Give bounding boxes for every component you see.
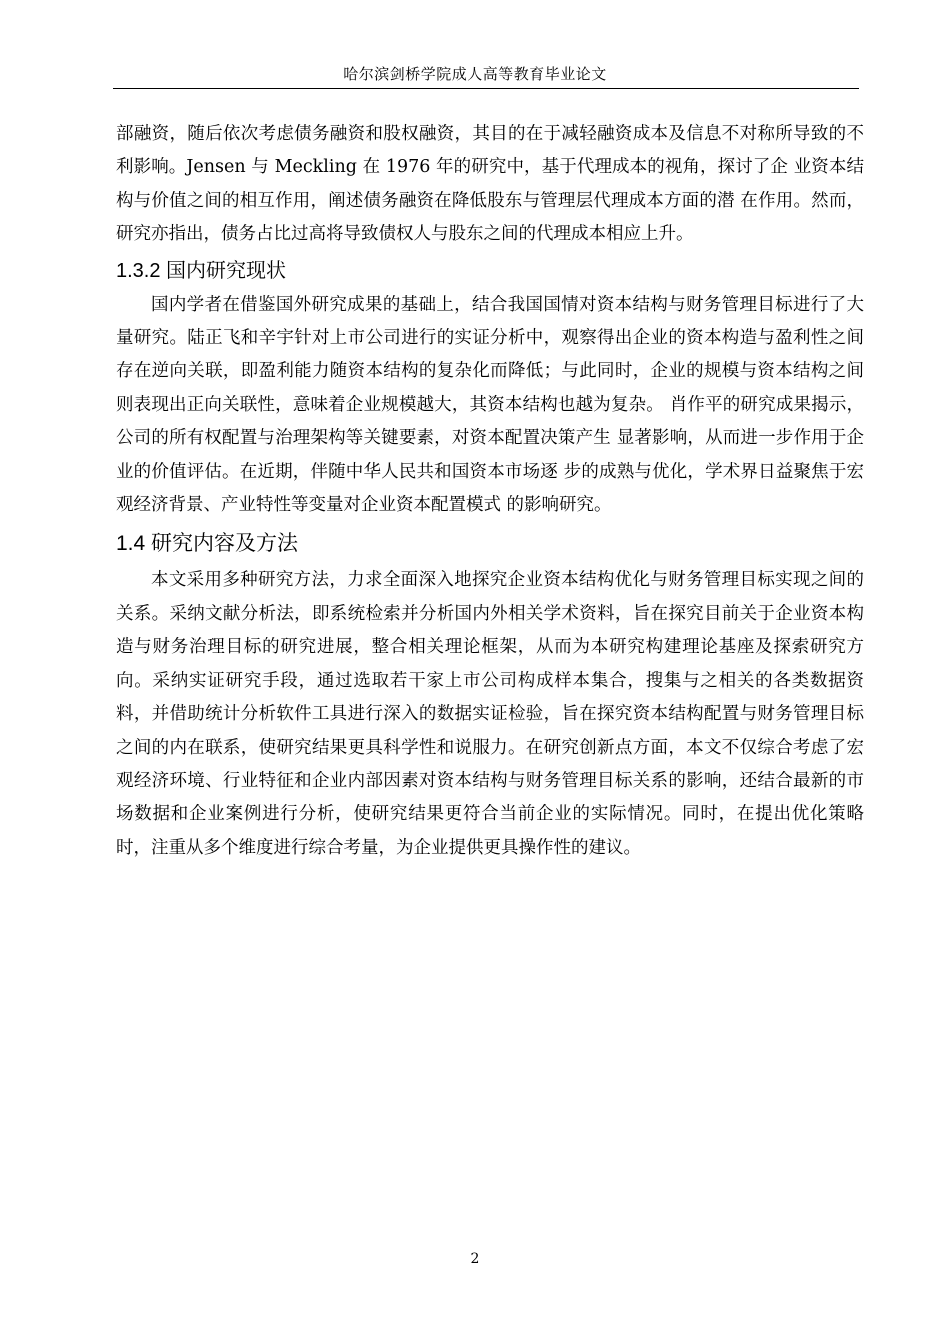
section-1-3-2-paragraph: 国内学者在借鉴国外研究成果的基础上，结合我国国情对资本结构与财务管理目标进行了大量研究。陆正飞和辛宇针对上市公司进行的实证分析中，观察得出企业的资本构造与盈利性之间存在逆向关联，即盈利能力随资本结构的复杂化而降低；与此同时，企业的规模与资本结构之间则表现出正向关联性，意味着企业规模越大，其资本结构也越为复杂。 肖作平的研究成果揭示，公司的所有权配置与治理架构等关键要素，对资本配置决策产生 显著影响，从而进一步作用于企业的价值评估。在近期，伴随中华人民共和国资本市场逐 步的成熟与优化，学术界日益聚焦于宏观经济背景、产业特性等变量对企业资本配置模式 的影响研究。 bbox=[116, 294, 864, 516]
document-body bbox=[116, 118, 864, 865]
section-1-4-paragraph: 本文采用多种研究方法，力求全面深入地探究企业资本结构优化与财务管理目标实现之间的关系。采纳文献分析法，即系统检索并分析国内外相关学术资料，旨在探究目前关于企业资本构造与财务治理目标的研究进展，整合相关理论框架，从而为本研究构建理论基座及探索研究方向。采纳实证研究手段，通过选取若干家上市公司构成样本集合，搜集与之相关的各类数据资料，并借助统计分析软件工具进行深入的数据实证检验，旨在探究资本结构配置与财务管理目标之间的内在联系，使研究结果更具科学性和说服力。在研究创新点方面，本文不仅综合考虑了宏观经济环境、行业特征和企业内部因素对资本结构与财务管理目标关系的影响，还结合最新的市场数据和企业案例进行分析，使研究结果更符合当前企业的实际情况。同时，在提出优化策略时，注重从多个维度进行综合考量，为企业提供更具操作性的建议。 bbox=[116, 570, 864, 858]
section-1-4-heading: 1.4 研究内容及方法 bbox=[116, 532, 299, 556]
page-header-title: 哈尔滨剑桥学院成人高等教育毕业论文 bbox=[343, 65, 607, 83]
intro-paragraph: 部融资，随后依次考虑债务融资和股权融资，其目的在于减轻融资成本及信息不对称所导致的不利影响。Jensen 与 Meckling 在 1976 年的研究中，基于代理成本的视角，探讨了企 业资本结构与价值之间的相互作用，阐述债务融资在降低股东与管理层代理成本方面的潜 在作用。然而，研究亦指出，债务占比过高将导致债权人与股东之间的代理成本相应上升。 bbox=[116, 124, 864, 245]
section-1-3-2-heading: 1.3.2 国内研究现状 bbox=[116, 259, 287, 282]
page-number: 2 bbox=[470, 1251, 480, 1267]
header-divider bbox=[113, 88, 859, 89]
